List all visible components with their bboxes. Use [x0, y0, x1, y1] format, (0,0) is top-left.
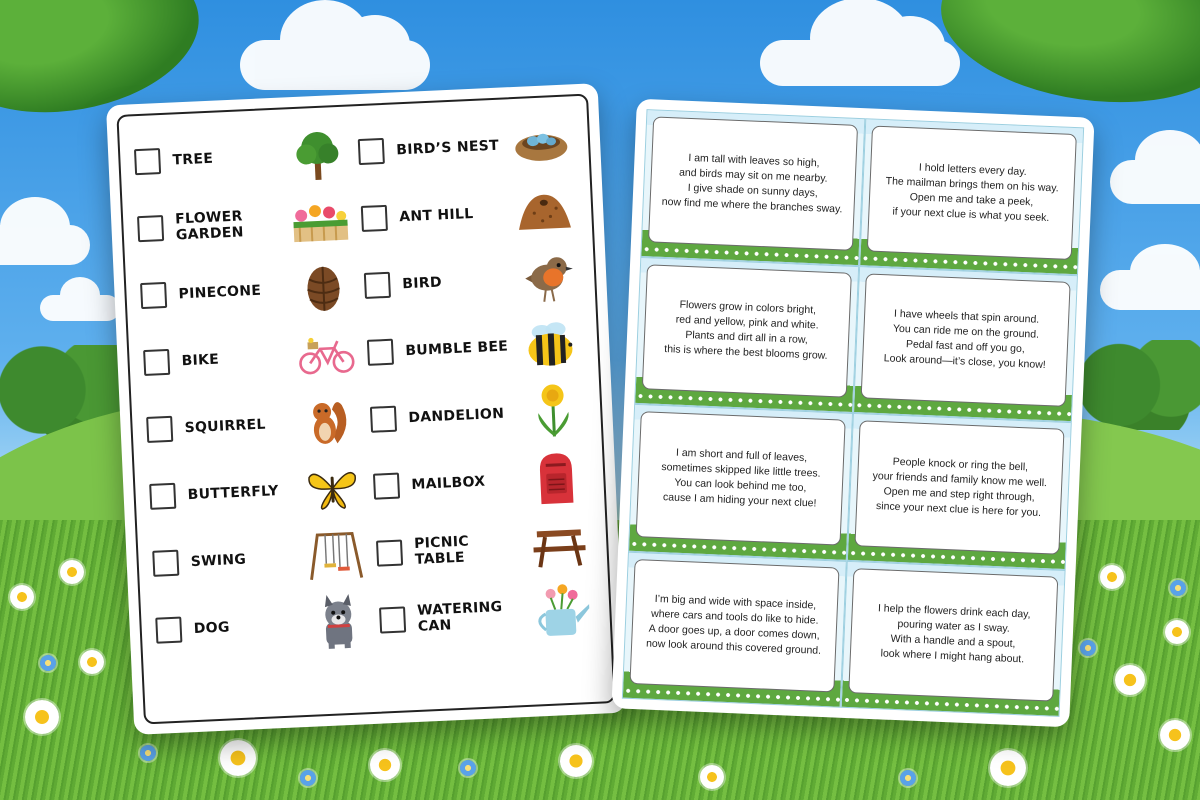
daisy-icon [25, 700, 59, 734]
checklist-item-bike [142, 319, 375, 396]
checklist-item-squirrel [145, 386, 378, 463]
clue-text: People knock or ring the bell, your friends and family know me well. Open me and step right through, since your next clue is here for you. [872, 455, 1048, 519]
tree-icon [287, 125, 347, 184]
checklist-sheet [106, 83, 626, 735]
cloud [1110, 160, 1200, 204]
checkbox[interactable] [155, 616, 182, 643]
item-label: BIRD [401, 273, 443, 292]
item-label: ANT HILL [398, 205, 474, 225]
checklist-item-birds-nest [357, 108, 590, 185]
daisy-icon [1160, 720, 1190, 750]
daisy-icon [10, 585, 34, 609]
item-label: FLOWER GARDEN [174, 207, 245, 243]
checkbox[interactable] [152, 549, 179, 576]
checkbox[interactable] [361, 204, 388, 231]
checklist-item-picnic-table [375, 509, 608, 586]
item-label: PICNIC TABLE [413, 532, 470, 568]
clue-text: I hold letters every day. The mailman brings them on his way. Open me and take a peek, if your next clue is what you seek. [885, 161, 1059, 224]
blue-flower-icon [140, 745, 156, 761]
clue-card [853, 266, 1078, 423]
clue-text: I help the flowers drink each day, pouring water as I sway. With a handle and a spout, look where I might hang about. [877, 602, 1031, 666]
checkbox[interactable] [137, 215, 164, 242]
checkbox[interactable] [134, 148, 161, 175]
checkbox[interactable] [149, 482, 176, 509]
checkbox[interactable] [364, 271, 391, 298]
flower-garden-icon [290, 192, 350, 251]
clue-card [628, 404, 853, 561]
bumble-bee-icon [520, 315, 580, 374]
daisy-icon [1100, 565, 1124, 589]
squirrel-icon [299, 392, 359, 451]
watering-can-icon [532, 583, 592, 642]
blue-flower-icon [300, 770, 316, 786]
checkbox[interactable] [376, 539, 403, 566]
blue-flower-icon [1170, 580, 1186, 596]
cloud [240, 40, 430, 90]
daisy-icon [80, 650, 104, 674]
ant-hill-icon [514, 181, 574, 240]
daisy-icon [1115, 665, 1145, 695]
daisy-icon [220, 740, 256, 776]
checklist-item-dandelion [369, 375, 602, 452]
item-label: SWING [190, 551, 247, 570]
cloud [1100, 270, 1200, 310]
bird-icon [517, 248, 577, 307]
checklist-item-mailbox [372, 442, 605, 519]
cloud [760, 40, 960, 86]
checklist-item-bumble-bee [366, 308, 599, 385]
item-label: DANDELION [408, 405, 505, 426]
clue-text: Flowers grow in colors bright, red and yellow, pink and white. Plants and dirt all in a row, this is where the best blooms grow. [664, 298, 828, 363]
item-label: DOG [193, 618, 231, 637]
daisy-icon [60, 560, 84, 584]
checklist-item-swing [151, 519, 384, 596]
daisy-icon [990, 750, 1026, 786]
checklist-item-watering-can [378, 576, 611, 653]
checkbox[interactable] [146, 415, 173, 442]
item-label: TREE [172, 150, 214, 169]
item-label: BIRD’S NEST [395, 137, 500, 158]
checklist-item-flower-garden [136, 185, 369, 262]
checkbox[interactable] [140, 281, 167, 308]
cloud [40, 295, 120, 321]
item-label: BIKE [181, 351, 220, 369]
pinecone-icon [293, 259, 353, 318]
checklist-border [116, 94, 615, 725]
item-label: SQUIRREL [184, 416, 266, 436]
dog-icon [308, 593, 368, 652]
daisy-icon [700, 765, 724, 789]
item-label: BUTTERFLY [187, 482, 279, 503]
cloud [0, 225, 90, 265]
checklist-item-tree [133, 118, 366, 195]
clue-card [622, 551, 847, 708]
clue-text: I am tall with leaves so high, and birds may sit on me nearby. I give shade on sunny days, now find me where the branches sway. [661, 151, 843, 216]
clue-card [640, 109, 865, 266]
checkbox[interactable] [367, 338, 394, 365]
item-label: WATERING CAN [416, 598, 503, 635]
checklist-item-bird [363, 242, 596, 319]
daisy-icon [1165, 620, 1189, 644]
butterfly-icon [302, 459, 362, 518]
birds-nest-icon [511, 114, 571, 173]
checklist-item-dog [154, 586, 387, 663]
blue-flower-icon [900, 770, 916, 786]
checklist-item-pinecone [139, 252, 372, 329]
checklist-item-butterfly [148, 453, 381, 530]
item-label: BUMBLE BEE [405, 337, 509, 359]
clue-text: I am short and full of leaves, sometimes skipped like little trees. You can look behind me too, cause I am hiding your next clue! [661, 446, 821, 510]
item-label: PINECONE [178, 282, 262, 302]
dandelion-icon [523, 382, 583, 441]
picnic-table-icon [529, 516, 589, 575]
checkbox[interactable] [379, 606, 406, 633]
clue-text: I’m big and wide with space inside, where cars and tools do like to hide. A door goes up, a door comes down, now look around this covered ground. [645, 593, 822, 658]
checkbox[interactable] [358, 137, 385, 164]
checklist-item-ant-hill [360, 175, 593, 252]
checklist-right-column [357, 108, 611, 654]
clue-card [634, 256, 859, 413]
clue-card [841, 560, 1066, 717]
checkbox[interactable] [373, 472, 400, 499]
checkbox[interactable] [143, 348, 170, 375]
clue-card [859, 118, 1084, 275]
checklist-left-column [133, 118, 387, 664]
clue-cards-sheet [611, 99, 1094, 728]
tree-line [1080, 340, 1200, 430]
leaves-icon [931, 0, 1200, 120]
daisy-icon [370, 750, 400, 780]
blue-flower-icon [1080, 640, 1096, 656]
daisy-icon [560, 745, 592, 777]
bike-icon [296, 325, 356, 384]
item-label: MAILBOX [411, 473, 486, 493]
clue-text: I have wheels that spin around. You can ride me on the ground. Pedal fast and off you go, Look around—it’s close, you know! [883, 307, 1046, 372]
blue-flower-icon [40, 655, 56, 671]
swing-icon [305, 526, 365, 585]
checkbox[interactable] [370, 405, 397, 432]
mailbox-icon [526, 449, 586, 508]
clue-card [847, 413, 1072, 570]
clue-cards-grid [622, 109, 1084, 717]
blue-flower-icon [460, 760, 476, 776]
